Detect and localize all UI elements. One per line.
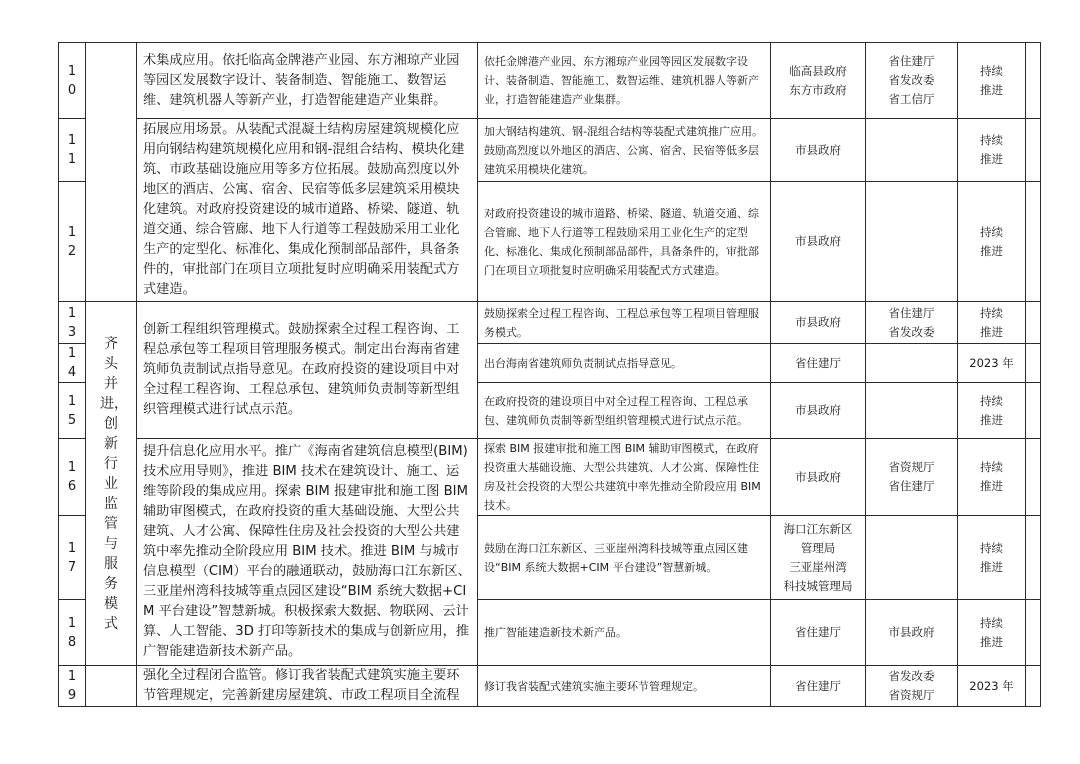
measure-text: 出台海南省建筑师负责制试点指导意见。 — [478, 344, 771, 383]
cell-line: 省住建厅 — [888, 479, 935, 493]
policy-table — [58, 42, 1041, 707]
page-edge — [818, 740, 1080, 760]
row-number: 1 7 — [59, 516, 86, 600]
cell-line: 持续 — [980, 133, 1003, 147]
cell-line: 省资规厅 — [888, 688, 935, 702]
coop-unit — [866, 182, 958, 302]
cell-line: 市县政府 — [795, 315, 841, 329]
blank-cell — [1026, 182, 1041, 302]
cell-line: 管理局 — [800, 540, 836, 555]
cell-line: 推进 — [980, 324, 1003, 339]
cell-line: 市县政府 — [795, 469, 841, 484]
blank-cell — [1026, 119, 1041, 182]
task-description: 强化全过程闭合监管。修订我省装配式建筑实施主要环节管理规定，完善新建房屋建筑、市政工程项目全流程 — [137, 666, 478, 707]
time-limit — [958, 344, 1026, 383]
time-limit — [958, 302, 1026, 344]
cell-line: 海口江东新区 — [783, 521, 853, 536]
cell-line: 持续 — [980, 460, 1003, 474]
lead-unit — [771, 666, 866, 707]
row-number: 1 5 — [59, 383, 86, 439]
coop-unit — [866, 344, 958, 383]
cell-line: 推进 — [980, 412, 1003, 427]
table-row — [59, 439, 1041, 516]
cell-line: 省住建厅 — [795, 678, 841, 693]
cell-line: 推进 — [980, 479, 1003, 493]
row-number: 1 6 — [59, 439, 86, 516]
cell-line: 省住建厅 — [888, 305, 935, 320]
task-description: 术集成应用。依托临高金牌港产业园、东方湘琼产业园等园区发展数字设计、装备制造、智能施工、数智运维、建筑机器人等新产业，打造智能建造产业集群。 — [137, 43, 478, 119]
cell-line: 持续 — [980, 540, 1003, 555]
time-limit — [958, 43, 1026, 119]
coop-unit — [866, 43, 958, 119]
coop-unit — [866, 302, 958, 344]
category-cell — [86, 302, 137, 666]
coop-unit — [866, 383, 958, 439]
time-limit — [958, 439, 1026, 516]
measure-text: 依托金牌港产业园、东方湘琼产业园等园区发展数字设计、装备制造、智能施工、数智运维、建筑机器人等新产业，打造智能建造产业集群。 — [478, 43, 771, 119]
cell-line: 推进 — [980, 634, 1003, 649]
blank-cell — [1026, 600, 1041, 666]
measure-text: 加大钢结构建筑、钢-混组合结构等装配式建筑推广应用。鼓励高烈度以外地区的酒店、公寓、宿舍、民宿等低多层建筑采用模块化建筑。 — [478, 119, 771, 182]
cell-line: 省资规厅 — [888, 460, 935, 474]
cell-line: 推进 — [980, 559, 1003, 574]
table-row — [59, 302, 1041, 344]
measure-text: 探索 BIM 报建审批和施工图 BIM 辅助审图模式，在政府投资重大基础设施、大型公共建筑、人才公寓、保障性住房及社会投资的大型公共建筑中率先推动全阶段应用 BIM 技术。 — [478, 439, 771, 516]
task-description: 提升信息化应用水平。推广《海南省建筑信息模型(BIM)技术应用导则》，推进 BIM 技术在建筑设计、施工、运维等阶段的集成应用。探索 BIM 报建审批和施工图 BIM 辅助审图模式，在政府投资的重大基础设施、大型公共建筑、人才公寓、保障性住房及社会投资的大型公共建筑中率先推动全阶段应用 BIM 技术。推进 BIM 与城市信息模型（CIM）平台的融通联动，鼓励海口江东新区、三亚崖州湾科技城等重点园区建设“BIM 系统大数据+CIM 平台建设”智慧新城。积极探索大数据、物联网、云计算、人工智能、3D 打印等新技术的集成与创新应用，推广智能建造新技术新产品。 — [137, 439, 478, 666]
cell-line: 省发改委 — [888, 73, 935, 87]
time-limit — [958, 119, 1026, 182]
measure-text: 对政府投资建设的城市道路、桥梁、隧道、轨道交通、综合管廊、地下人行道等工程鼓励采用工业化生产的定型化、标准化、集成化预制部品部件，具备条件的，审批部门在项目立项批复时应明确采用装配式方式建造。 — [478, 182, 771, 302]
blank-cell — [1026, 516, 1041, 600]
time-limit — [958, 182, 1026, 302]
measure-text: 鼓励探索全过程工程咨询、工程总承包等工程项目管理服务模式。 — [478, 302, 771, 344]
category-label: 齐头并进，创新行业监管与服务模式 — [100, 335, 128, 632]
time-limit — [958, 600, 1026, 666]
lead-unit — [771, 439, 866, 516]
cell-line: 临高县政府 — [789, 63, 847, 78]
cell-line: 推进 — [980, 82, 1003, 97]
task-description: 拓展应用场景。从装配式混凝土结构房屋建筑规模化应用向钢结构建筑规模化应用和钢-混组合结构、模块化建筑、市政基础设施应用等多方位拓展。鼓励高烈度以外地区的酒店、公寓、宿舍、民宿等低多层建筑采用模块化建筑。对政府投资建设的城市道路、桥梁、隧道、轨道交通、综合管廊、地下人行道等工程鼓励采用工业化生产的定型化、标准化、集成化预制部品部件，具备条件的，审批部门在项目立项批复时应明确采用装配式方式建造。 — [137, 119, 478, 302]
table-row — [59, 666, 1041, 707]
cell-line: 省住建厅 — [795, 625, 841, 639]
policy-table-page — [58, 42, 1040, 707]
row-number: 1 1 — [59, 119, 86, 182]
blank-cell — [1026, 344, 1041, 383]
blank-cell — [1026, 383, 1041, 439]
cell-line: 省发改委 — [888, 324, 935, 339]
blank-cell — [1026, 439, 1041, 516]
cell-line: 省发改委 — [888, 669, 935, 683]
time-limit — [958, 666, 1026, 707]
cell-line: 省工信厅 — [888, 92, 935, 106]
time-limit — [958, 383, 1026, 439]
measure-text: 鼓励在海口江东新区、三亚崖州湾科技城等重点园区建设“BIM 系统大数据+CIM 平台建设”智慧新城。 — [478, 516, 771, 600]
lead-unit — [771, 182, 866, 302]
row-number: 1 9 — [59, 666, 86, 707]
coop-unit — [866, 516, 958, 600]
cell-line: 市县政府 — [795, 234, 841, 248]
coop-unit — [866, 600, 958, 666]
blank-cell — [1026, 302, 1041, 344]
blank-cell — [1026, 43, 1041, 119]
measure-text: 修订我省装配式建筑实施主要环节管理规定。 — [478, 666, 771, 707]
cell-line: 2023 年 — [969, 678, 1014, 693]
lead-unit — [771, 119, 866, 182]
lead-unit — [771, 516, 866, 600]
cell-line: 市县政府 — [795, 142, 841, 157]
cell-line: 持续 — [980, 615, 1003, 630]
row-number: 1 8 — [59, 600, 86, 666]
cell-line: 省住建厅 — [888, 54, 935, 68]
blank-cell — [1026, 666, 1041, 707]
cell-line: 三亚崖州湾 — [789, 559, 847, 574]
row-number: 1 0 — [59, 43, 86, 119]
cell-line: 持续 — [980, 63, 1003, 78]
row-number: 1 4 — [59, 344, 86, 383]
lead-unit — [771, 383, 866, 439]
cell-line: 推进 — [980, 152, 1003, 166]
cell-line: 持续 — [980, 393, 1003, 408]
category-cell — [86, 666, 137, 707]
time-limit — [958, 516, 1026, 600]
lead-unit — [771, 43, 866, 119]
lead-unit — [771, 302, 866, 344]
coop-unit — [866, 119, 958, 182]
cell-line: 推进 — [980, 243, 1003, 258]
cell-line: 省住建厅 — [795, 355, 841, 370]
category-cell — [86, 43, 137, 302]
measure-text: 推广智能建造新技术新产品。 — [478, 600, 771, 666]
row-number: 1 3 — [59, 302, 86, 344]
task-description: 创新工程组织管理模式。鼓励探索全过程工程咨询、工程总承包等工程项目管理服务模式。制定出台海南省建筑师负责制试点指导意见。在政府投资的建设项目中对全过程工程咨询、工程总承包、建筑师负责制等新型组织管理模式进行试点示范。 — [137, 302, 478, 439]
coop-unit — [866, 439, 958, 516]
lead-unit — [771, 344, 866, 383]
cell-line: 持续 — [980, 224, 1003, 239]
cell-line: 市县政府 — [795, 403, 841, 417]
table-row — [59, 43, 1041, 119]
cell-line: 东方市政府 — [789, 82, 847, 97]
table-row — [59, 119, 1041, 182]
lead-unit — [771, 600, 866, 666]
cell-line: 科技城管理局 — [783, 578, 853, 593]
cell-line: 2023 年 — [969, 355, 1014, 370]
cell-line: 市县政府 — [888, 625, 935, 639]
measure-text: 在政府投资的建设项目中对全过程工程咨询、工程总承包、建筑师负责制等新型组织管理模式进行试点示范。 — [478, 383, 771, 439]
row-number: 1 2 — [59, 182, 86, 302]
cell-line: 持续 — [980, 305, 1003, 320]
coop-unit — [866, 666, 958, 707]
